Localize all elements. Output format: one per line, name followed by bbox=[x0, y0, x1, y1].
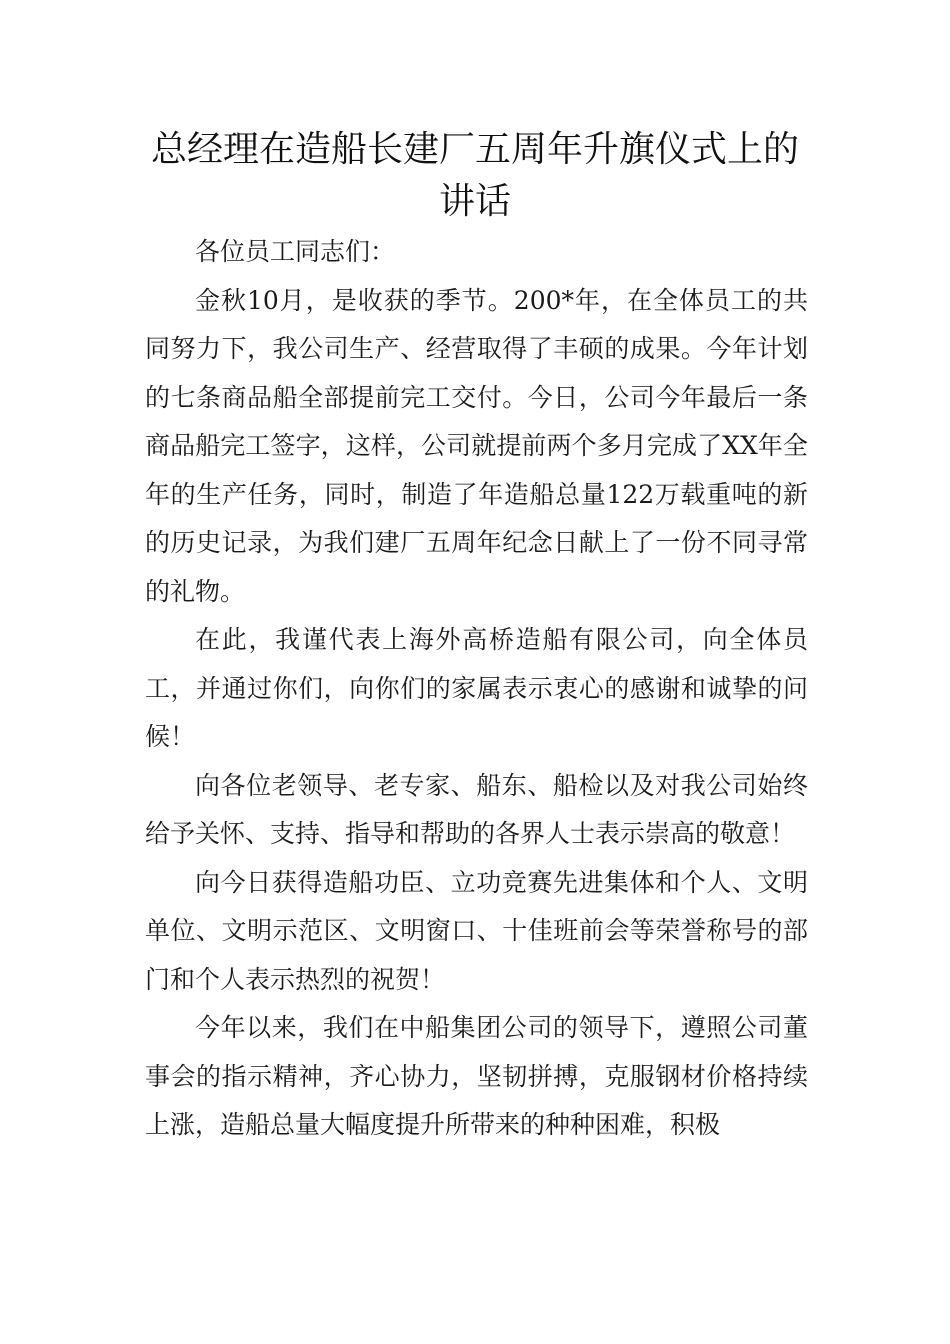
paragraph-4: 向今日获得造船功臣、立功竞赛先进集体和个人、文明单位、文明示范区、文明窗口、十佳班前会等荣誉称号的部门和个人表示热烈的祝贺！ bbox=[145, 867, 808, 994]
salutation: 各位员工同志们： bbox=[195, 237, 396, 266]
paragraph-3: 向各位老领导、老专家、船东、船检以及对我公司始终给予关怀、支持、指导和帮助的各界人士表示崇高的敬意！ bbox=[145, 770, 808, 848]
document-title: 总经理在造船长建厂五周年升旗仪式上的讲话 bbox=[150, 129, 799, 222]
paragraph-1: 金秋10月，是收获的季节。200*年，在全体员工的共同努力下，我公司生产、经营取得了丰硕的成果。今年计划的七条商品船全部提前完工交付。今日，公司今年最后一条商品船完工签字，这样，公司就提前两个多月完成了XX年全年的生产任务，同时，制造了年造船总量122万载重吨的新的历史记录，为我们建厂五周年纪念日献上了一份不同寻常的礼物。 bbox=[145, 285, 808, 606]
document-body bbox=[145, 228, 808, 1150]
paragraph-5: 今年以来，我们在中船集团公司的领导下，遵照公司董事会的指示精神，齐心协力，坚韧拼搏，克服钢材价格持续上涨，造船总量大幅度提升所带来的种种困难，积极 bbox=[145, 1013, 808, 1139]
paragraph-2: 在此，我谨代表上海外高桥造船有限公司，向全体员工，并通过你们，向你们的家属表示衷心的感谢和诚挚的问候！ bbox=[145, 625, 808, 751]
